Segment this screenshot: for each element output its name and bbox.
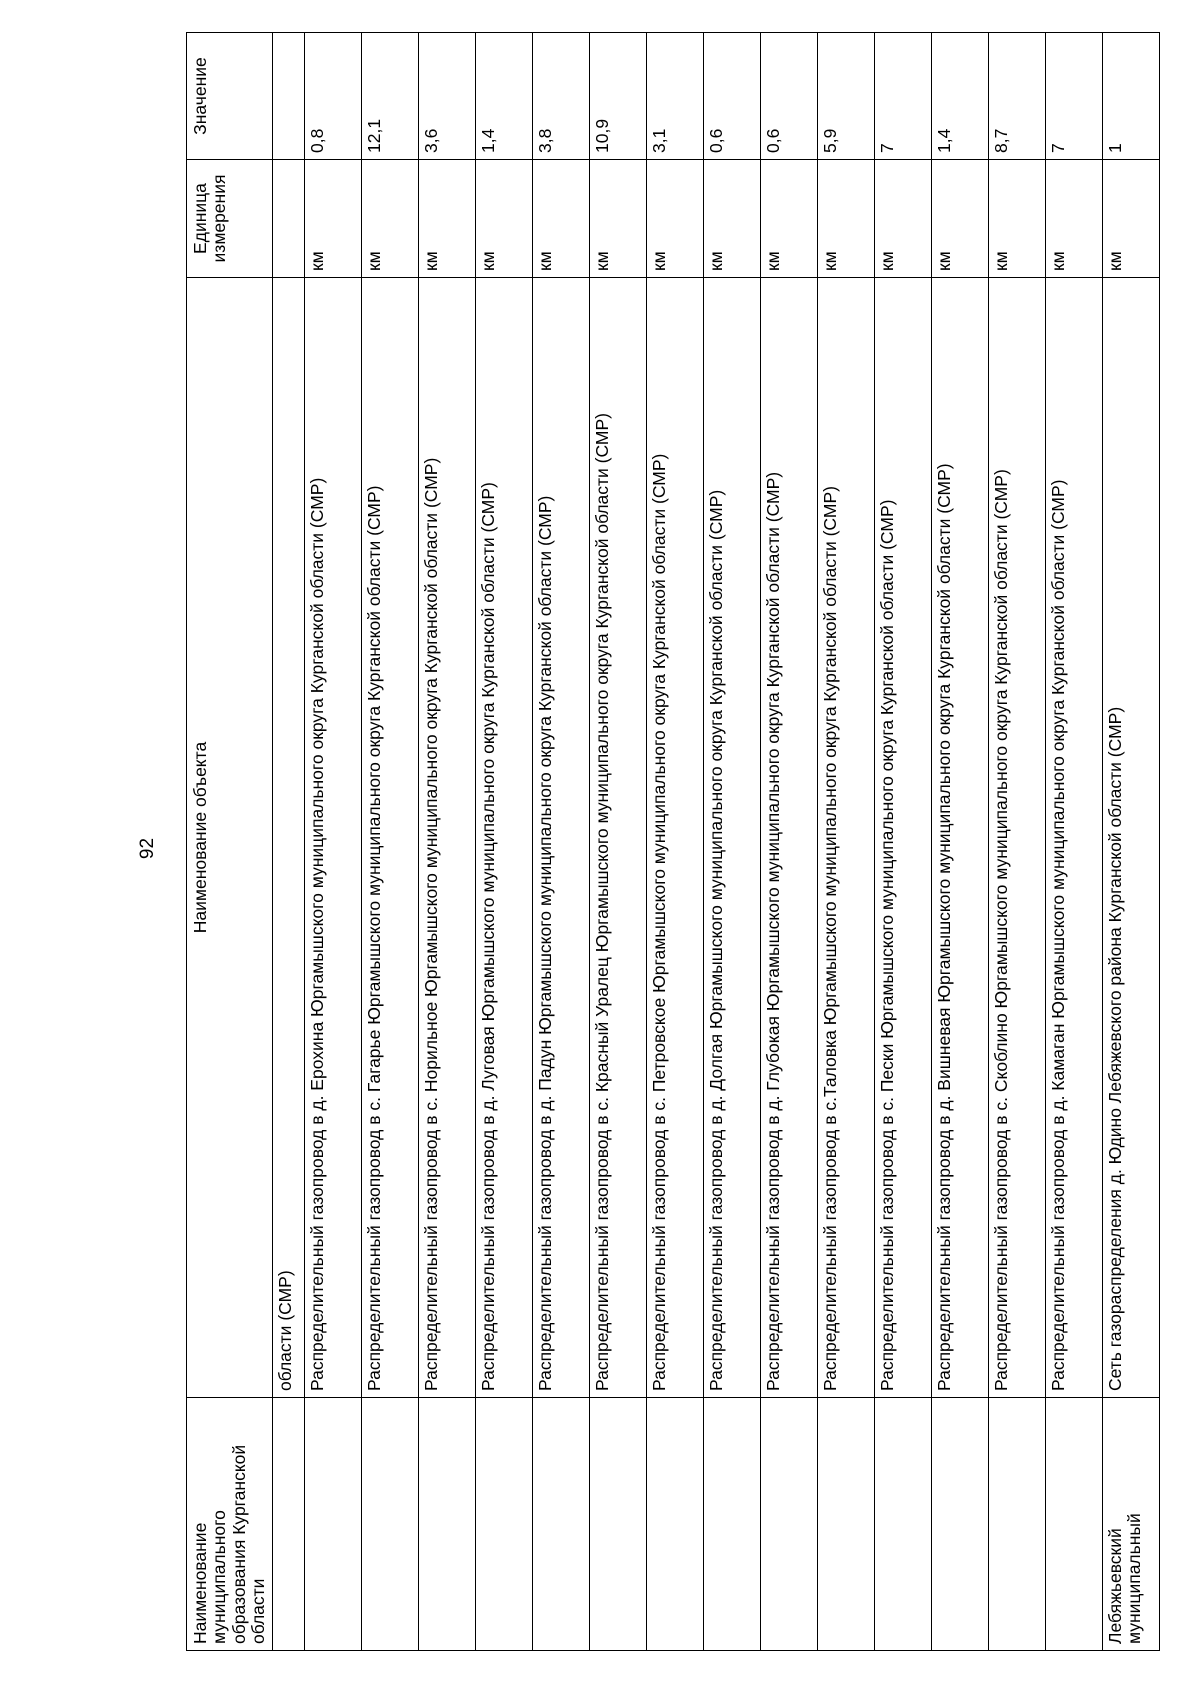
cell-municipality: [590, 1398, 647, 1651]
cell-municipality: [875, 1398, 932, 1651]
cell-value: 10,9: [590, 33, 647, 160]
cell-municipality: [419, 1398, 476, 1651]
cell-object-name: Распределительный газопровод в с. Красный Уралец Юргамышского муниципального округа Курганской области (СМР): [590, 278, 647, 1398]
cell-value: 0,6: [704, 33, 761, 160]
table-row: [1103, 33, 1160, 1651]
cell-object-name: Распределительный газопровод в д. Долгая Юргамышского муниципального округа Курганской области (СМР): [704, 278, 761, 1398]
cell-object-name: Распределительный газопровод в с.Таловка Юргамышского муниципального округа Курганской области (СМР): [818, 278, 875, 1398]
cell-value: 7: [875, 33, 932, 160]
cell-value: 1: [1103, 33, 1160, 160]
table-row: [476, 33, 533, 1651]
table-body: [273, 33, 1160, 1651]
cell-municipality: [476, 1398, 533, 1651]
cell-municipality: [533, 1398, 590, 1651]
cell-object-name: Распределительный газопровод в д. Вишневая Юргамышского муниципального округа Курганской области (СМР): [932, 278, 989, 1398]
table-row: [1046, 33, 1103, 1651]
page-number: 92: [137, 837, 158, 860]
table-row: [989, 33, 1046, 1651]
cell-unit: [273, 160, 305, 278]
table-row: [273, 33, 305, 1651]
cell-unit: км: [989, 160, 1046, 278]
cell-municipality: [1046, 1398, 1103, 1651]
cell-municipality: Лебяжьевский муниципальный: [1103, 1398, 1160, 1651]
cell-value: 3,1: [647, 33, 704, 160]
cell-value: 12,1: [362, 33, 419, 160]
table-row: [704, 33, 761, 1651]
cell-object-name: Распределительный газопровод в с. Петровское Юргамышского муниципального округа Курганской области (СМР): [647, 278, 704, 1398]
header-object-name: Наименование объекта: [187, 278, 273, 1398]
cell-object-name: Распределительный газопровод в д. Глубокая Юргамышского муниципального округа Курганской области (СМР): [761, 278, 818, 1398]
cell-unit: км: [590, 160, 647, 278]
cell-object-name: Распределительный газопровод в д. Падун Юргамышского муниципального округа Курганской области (СМР): [533, 278, 590, 1398]
cell-value: 5,9: [818, 33, 875, 160]
cell-value: 1,4: [476, 33, 533, 160]
cell-municipality: [818, 1398, 875, 1651]
header-unit: Единица измерения: [187, 160, 273, 278]
cell-value: 0,6: [761, 33, 818, 160]
table-row: [419, 33, 476, 1651]
table-row: [875, 33, 932, 1651]
cell-object-name: области (СМР): [273, 278, 305, 1398]
cell-unit: км: [1046, 160, 1103, 278]
cell-municipality: [305, 1398, 362, 1651]
header-municipality: Наименование муниципального образования Курганской области: [187, 1398, 273, 1651]
table-header-row: [187, 33, 273, 1651]
table-row: [533, 33, 590, 1651]
cell-unit: км: [533, 160, 590, 278]
table-row: [362, 33, 419, 1651]
cell-unit: км: [875, 160, 932, 278]
cell-unit: км: [647, 160, 704, 278]
cell-unit: км: [362, 160, 419, 278]
cell-municipality: [989, 1398, 1046, 1651]
table-row: [818, 33, 875, 1651]
cell-object-name: Распределительный газопровод в с. Пески Юргамышского муниципального округа Курганской области (СМР): [875, 278, 932, 1398]
cell-value: 3,6: [419, 33, 476, 160]
cell-municipality: [273, 1398, 305, 1651]
cell-unit: км: [704, 160, 761, 278]
cell-unit: км: [1103, 160, 1160, 278]
cell-value: 8,7: [989, 33, 1046, 160]
cell-value: 0,8: [305, 33, 362, 160]
table-row: [932, 33, 989, 1651]
objects-table: [186, 32, 1160, 1651]
cell-value: 1,4: [932, 33, 989, 160]
cell-value: 7: [1046, 33, 1103, 160]
cell-object-name: Распределительный газопровод в д. Луговая Юргамышского муниципального округа Курганской области (СМР): [476, 278, 533, 1398]
cell-unit: км: [419, 160, 476, 278]
cell-municipality: [932, 1398, 989, 1651]
table-row: [647, 33, 704, 1651]
cell-value: 3,8: [533, 33, 590, 160]
cell-value: [273, 33, 305, 160]
table-row: [590, 33, 647, 1651]
table-row: [761, 33, 818, 1651]
cell-unit: км: [932, 160, 989, 278]
cell-object-name: Распределительный газопровод в д. Ерохина Юргамышского муниципального округа Курганской области (СМР): [305, 278, 362, 1398]
cell-unit: км: [818, 160, 875, 278]
cell-object-name: Сеть газораспределения д. Юдино Лебяжевского района Курганской области (СМР): [1103, 278, 1160, 1398]
cell-object-name: Распределительный газопровод в д. Камаган Юргамышского муниципального округа Курганской области (СМР): [1046, 278, 1103, 1398]
table-row: [305, 33, 362, 1651]
cell-unit: км: [476, 160, 533, 278]
cell-municipality: [647, 1398, 704, 1651]
cell-object-name: Распределительный газопровод в с. Норильное Юргамышского муниципального округа Курганской области (СМР): [419, 278, 476, 1398]
cell-municipality: [761, 1398, 818, 1651]
cell-object-name: Распределительный газопровод в с. Скоблино Юргамышского муниципального округа Курганской области (СМР): [989, 278, 1046, 1398]
cell-unit: км: [305, 160, 362, 278]
header-value: Значение: [187, 33, 273, 160]
cell-municipality: [704, 1398, 761, 1651]
cell-unit: км: [761, 160, 818, 278]
cell-object-name: Распределительный газопровод в с. Гагарье Юргамышского муниципального округа Курганской области (СМР): [362, 278, 419, 1398]
cell-municipality: [362, 1398, 419, 1651]
